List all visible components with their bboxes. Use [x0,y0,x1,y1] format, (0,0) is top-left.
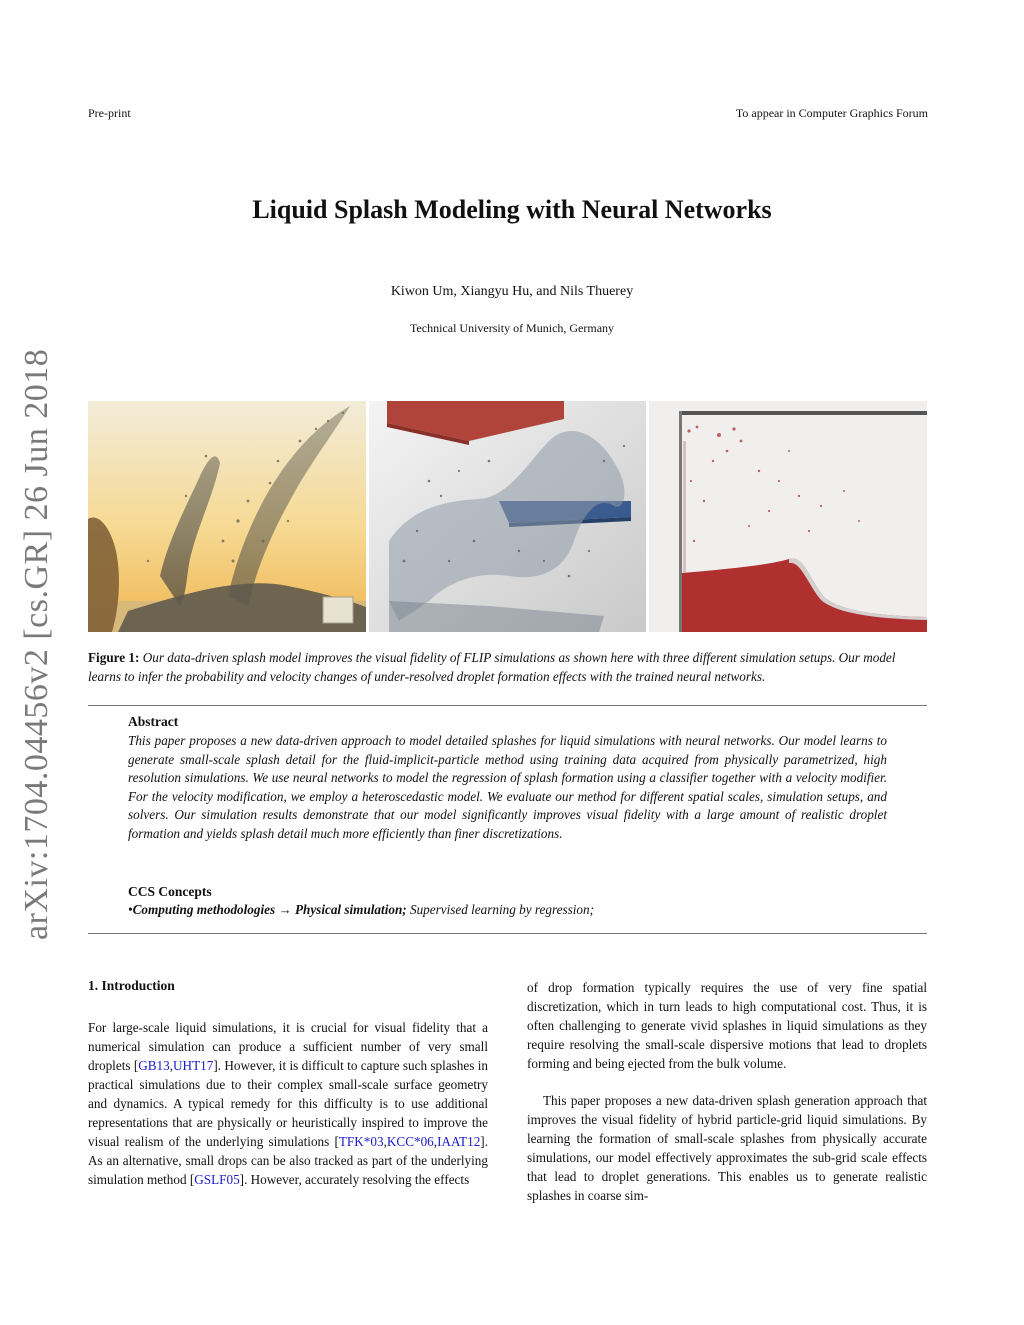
intro-paragraph-2: This paper proposes a new data-driven splash generation approach that improves the visual fidelity of hybrid particle-grid liquid simulations. By learning the formation of small-scale splashes from physically accurate simulations, our model effectively approximates the sub-grid scale effects that lead to droplet generations. This enables us to generate realistic splashes in coarse sim- [527,1093,927,1203]
figure-caption [88,648,927,686]
citation-link[interactable]: GSLF05 [194,1172,240,1187]
citation-link[interactable]: GB13 [138,1058,170,1073]
intro-text: ]. As an alternative, small drops can be also tracked as part of the underlying simulation method [ [88,1134,488,1187]
citation-separator: , [433,1134,438,1149]
section-heading-introduction: 1. Introduction [88,978,175,993]
ccs-bullet: • [128,902,133,917]
divider-bottom [88,933,927,934]
running-header-left: Pre-print [88,106,131,120]
figure-panel-tank-splash [649,401,927,632]
figure-label: Figure 1: [88,650,140,665]
citation-separator: , [169,1058,174,1073]
citation-link[interactable]: KCC*06 [386,1134,434,1149]
ccs-tertiary: Supervised learning by regression; [409,902,594,917]
intro-paragraph-1 [88,1018,488,1189]
intro-right-column [527,978,927,1205]
abstract-text: This paper proposes a new data-driven approach to model detailed splashes for liquid simulations with neural networks. Our model learns to generate small-scale splash detail for the fluid-implicit-particle method using training data acquired from physically parametrized, high resolution simulations. We use neural networks to model the regression of splash formation using a classifier together with a velocity modifier. For the velocity modification, we employ a heteroscedastic model. We evaluate our method for different spatial scales, simulation setups, and solvers. Our simulation results demonstrate that our model significantly improves visual fidelity with a large amount of realistic droplet formation and yields splash detail much more efficiently than finer discretizations. [128,733,887,841]
figure-caption-text: Our data-driven splash model improves the visual fidelity of FLIP simulations as shown here with three different simulation setups. Our model learns to infer the probability and velocity changes of under-resolved droplet formation effects with the trained neural networks. [88,650,896,684]
intro-left-column [88,1018,488,1189]
citation-link[interactable]: UHT17 [173,1058,214,1073]
citation-separator: , [383,1134,387,1149]
ccs-concepts [128,902,888,918]
intro-text: ]. However, it is difficult to capture such splashes in practical simulations due to their complex small-scale surface geometry and dynamics. A typical remedy for this difficulty is to use additional representations that are physically or heuristically inspired to improve the visual realism of the underlying simulations [ [88,1058,488,1149]
ccs-secondary: Physical simulation; [294,902,407,917]
ccs-arrow: → [278,902,292,917]
figure-panel-plate-splash [369,401,646,632]
intro-text: ]. However, accurately resolving the effects [239,1172,470,1187]
arxiv-stamp: arXiv:1704.04456v2 [cs.GR] 26 Jun 2018 [18,348,55,940]
paper-title: Liquid Splash Modeling with Neural Networks [252,195,772,224]
figure-panel-sunset-splash [88,401,366,632]
ccs-primary: Computing methodologies [132,902,276,917]
running-header-right: To appear in Computer Graphics Forum [735,106,928,120]
divider-top [88,705,927,706]
ccs-heading: CCS Concepts [128,884,212,899]
affiliation: Technical University of Munich, Germany [409,321,615,335]
citation-link[interactable]: IAAT12 [437,1134,481,1149]
figure-1 [88,401,927,632]
citation-link[interactable]: TFK*03 [338,1134,384,1149]
intro-paragraph-1-continued: of drop formation typically requires the use of very fine spatial discretization, which in turn leads to high computational cost. Thus, it is often challenging to generate vivid splashes in liquid simulations as they require resolving the small-scale dispersive motions that lead to droplets forming and being ejected from the bulk volume. [527,980,927,1071]
author-list: Kiwon Um, Xiangyu Hu, and Nils Thuerey [390,284,634,299]
abstract-heading: Abstract [128,714,179,729]
intro-text: For large-scale liquid simulations, it is crucial for visual fidelity that a numerical simulation can produce a sufficient number of very small droplets [ [88,1020,488,1073]
